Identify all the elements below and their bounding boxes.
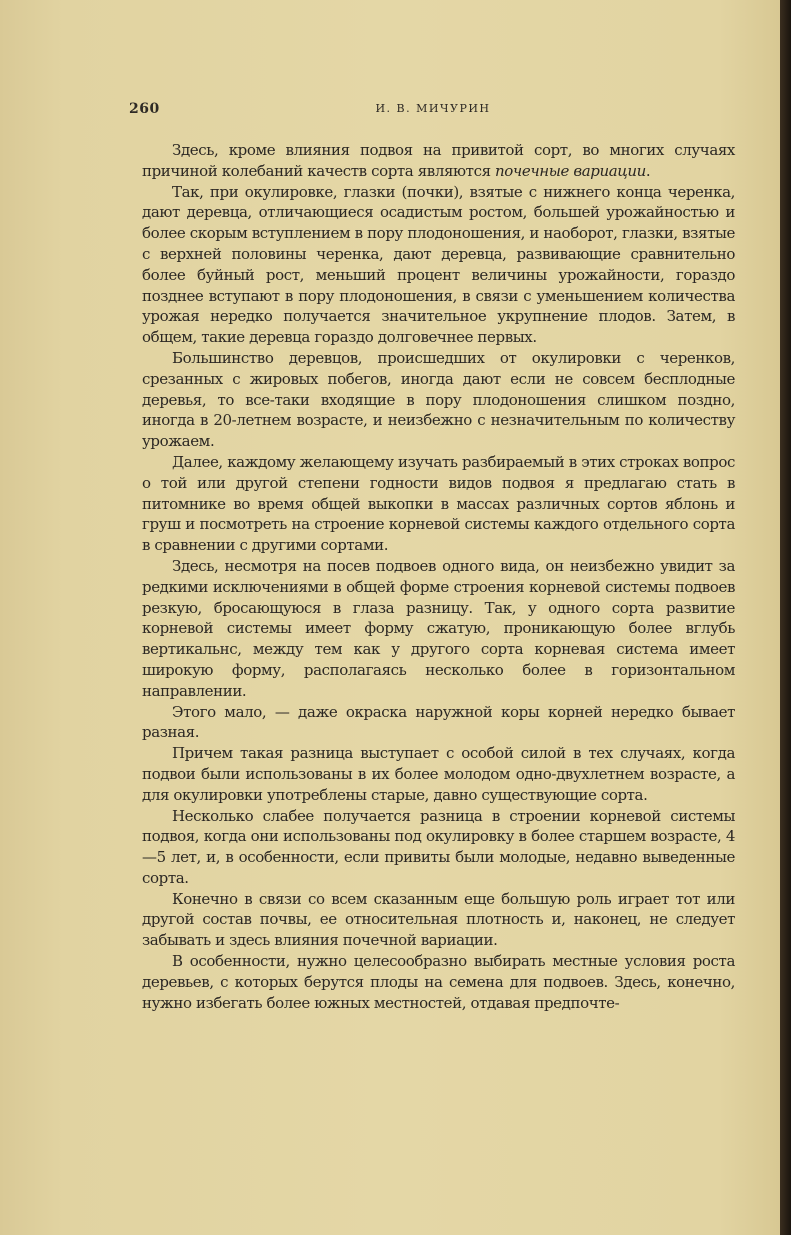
paragraph: Этого мало, — даже окраска наружной коры корней нередко бывает разная. (142, 702, 735, 742)
paragraph: В особенности, нужно целесообразно выбирать местные условия роста деревьев, с которых берутся плоды на семена для подвоев. Здесь, конечно, нужно избегать более южных местностей, отдавая предпочте- (142, 952, 735, 1012)
paragraph: Здесь, кроме влияния подвоя на привитой сорт, во многих случаях причиной колебаний качеств сорта являются почечные вариации. (142, 141, 735, 180)
page-number: 260 (129, 101, 160, 117)
paragraph: Несколько слабее получается разница в строении корневой системы подвоя, когда они использованы под окулировку в более старшем возрасте, 4—5 лет, и, в особенности, если привиты были молодые, недавно выведенные сорта. (142, 806, 735, 887)
paragraph: Конечно в связи со всем сказанным еще большую роль играет тот или другой состав почвы, ее относительная плотность и, наконец, не следует забывать и здесь влияния почечной вариации. (142, 889, 735, 950)
paragraph: Причем такая разница выступает с особой силой в тех случаях, когда подвои были использованы в их более молодом одно-двухлетнем возрасте, а для окулировки употреблены старые, давно существующие сорта. (142, 744, 735, 804)
paragraph: Так, при окулировке, глазки (почки), взятые с нижнего конца черенка, дают деревца, отличающиеся осадистым ростом, большей урожайностью и более скорым вступлением в пору плодоношения, и наоборот, глазки, взятые с верхней половины черенка, дают деревца, развивающие сравнительно более буйный рост, меньший процент величины урожайности, гораздо позднее вступают в пору плодоношения, в связи с уменьшением количества урожая нередко получается значительное укрупнение плодов. Затем, в общем, такие деревца гораздо долговечнее первых. (142, 182, 735, 347)
body-text (142, 140, 735, 1013)
book-gutter-edge (780, 0, 791, 1235)
paragraph: Далее, каждому желающему изучать разбираемый в этих строках вопрос о той или другой степени годности видов подвоя я предлагаю стать в питомнике во время общей выкопки в массах различных сортов яблонь и груш и посмотреть на строение корневой системы каждого отдельного сорта в сравнении с другими сортами. (142, 452, 735, 555)
running-head: И. В. МИЧУРИН (375, 102, 491, 115)
page-header (129, 97, 737, 121)
emphasis: почечные вариации (495, 161, 646, 180)
paragraph: Здесь, несмотря на посев подвоев одного вида, он неизбежно увидит за редкими исключениями в общей форме строения корневой системы подвоев резкую, бросающуюся в глаза разницу. Так, у одного сорта развитие корневой системы имеет форму сжатую, проникающую более вглубь вертикальнс, между тем как у другого сорта корневая система имеет широкую форму, располагаясь несколько более в горизонтальном направлении. (142, 556, 735, 700)
paragraph: Большинство деревцов, происшедших от окулировки с черенков, срезанных с жировых побегов, иногда дают если не совсем бесплодные деревья, то все-таки входящие в пору плодоношения слишком поздно, иногда в 20-летнем возрасте, и неизбежно с незначительным по количеству урожаем. (142, 348, 735, 451)
